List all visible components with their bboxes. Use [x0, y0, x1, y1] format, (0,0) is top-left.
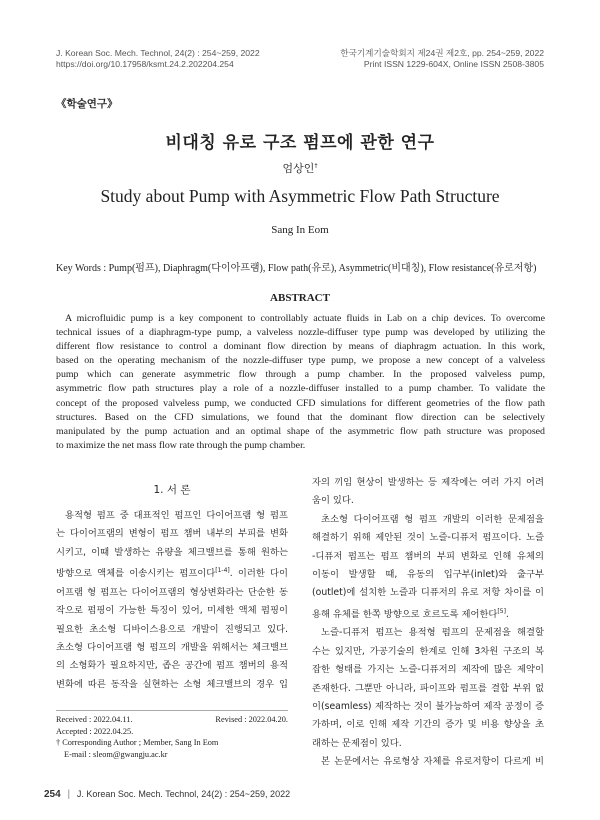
body-column-right: [312, 474, 544, 772]
citation: [1-4]: [215, 567, 230, 575]
text-line: 초소형 다이어프램 형 펌프 개발의 이러한 문제점을: [321, 513, 544, 525]
keywords-label: Key Words :: [56, 263, 109, 274]
author-name-korean: 엄상인: [282, 162, 315, 175]
text-line: different flow resistance to control a dominant flow direction by means of diaphragm actuation. In this work,: [56, 341, 545, 353]
text-line: structures. Based on the CFD simulations, we found that the dominant flow direction can be selectively: [56, 411, 545, 423]
title-english: Study about Pump with Asymmetric Flow Path Structure: [100, 186, 500, 206]
author-email[interactable]: E-mail : sleom@gwangju.ac.kr: [64, 749, 168, 759]
keywords: [56, 259, 556, 274]
text-line: 작으로 펌핑이 가능한 특징이 있어, 미세한 액체 펌핑이: [56, 605, 288, 617]
doi-link[interactable]: https://doi.org/10.17958/ksmt.24.2.202204.254: [56, 59, 234, 69]
text-line: 의 소형화가 필요하지만, 좁은 공간에 펌프 챔버의 용적: [56, 660, 288, 672]
text-line: 용적형 펌프 중 대표적인 펌프인 다이어프램 형 펌프: [65, 510, 288, 521]
text-line: 초소형 다이어프램 형 펌프의 개발을 위해서는 체크밸브: [56, 641, 288, 653]
text-line: 변화에 따른 동작을 실현하는 소형 체크밸브의 경우 입: [56, 678, 288, 690]
text-line: 어프램 형 펌프는 다이어프램의 형상변화라는 단순한 동: [56, 586, 288, 598]
text-line: based on the operating mechanism of the nozzle-diffuser type pump, we propose a new concept of a valveless: [56, 355, 545, 367]
body-column-left: [56, 507, 288, 694]
abstract-body: [56, 312, 545, 453]
text-line: 래하는 문제점이 있다.: [312, 737, 402, 749]
text-line: -디퓨저 펌프는 펌프 챔버의 부피 변화로 인해 유체의: [312, 550, 544, 562]
text-line: 이(seamless) 제작하는 것이 불가능하여 제작 공정이 증: [312, 700, 544, 712]
text-line: to maximize the net mass flow rate through the pump chamber.: [56, 439, 306, 451]
footer-separator: |: [67, 789, 71, 800]
text-line: 본 논문에서는 유로형상 자체를 유로저항이 다르게 비: [321, 756, 544, 768]
journal-volume-line: 한국기계기술학회지 제24권 제2호, pp. 254~259, 2022: [340, 48, 544, 58]
text-line: 노즐-디퓨저 펌프는 용적형 펌프의 문제점을 해결할: [321, 627, 544, 639]
text-line: 수는 있지만, 가공기술의 한계로 인해 3차원 구조의 복: [312, 645, 544, 657]
text-line: 해결하기 위해 제안된 것이 노즐-디퓨저 펌프이다. 노즐: [312, 532, 544, 544]
text-line: 잡한 형태를 가지는 노즐-디퓨저의 제작에 많은 제약이: [312, 664, 544, 676]
revised-date: Revised : 2022.04.20.: [215, 715, 288, 724]
article-category: 《학술연구》: [56, 98, 118, 110]
text-line: 움이 있다.: [312, 495, 354, 507]
text-line: pump which can generate asymmetric flow through a pump chamber. In the proposed valveless pump,: [56, 369, 545, 381]
page-number: 254: [44, 789, 61, 800]
text-line: technical issues of a diaphragm-type pump, a valveless nozzle-diffuser type pump was developed by utilizing the: [56, 327, 545, 339]
journal-info: [340, 48, 544, 70]
text-line: 가하며, 이로 인해 제작 기간의 증가 및 비용 향상을 초: [312, 719, 544, 731]
text-line: 이동이 발생할 때, 유동의 입구부(inlet)와 출구부: [312, 569, 544, 581]
text-line: 방향으로 액체를 이송시키는 펌프이다[1-4]. 이러한 다이: [56, 567, 288, 580]
text-line: 필요한 초소형 디바이스용으로 개발이 진행되고 있다.: [56, 623, 288, 635]
journal-citation-line: J. Korean Soc. Mech. Technol, 24(2) : 254~259, 2022: [56, 48, 260, 58]
issn-line: Print ISSN 1229-604X, Online ISSN 2508-3805: [363, 59, 544, 69]
text-line: A microfluidic pump is a key component to controllably actuate fluids in Lab on a chip devices. To overcome: [65, 313, 545, 324]
text-line: 자의 끼임 현상이 발생하는 등 제작에는 여러 가지 어려: [312, 477, 544, 488]
journal-citation: [56, 48, 260, 70]
text-line: 는 다이어프램의 변형이 펌프 챔버 내부의 부피를 변화: [56, 528, 288, 540]
text-line: 시키고, 이때 발생하는 유량을 체크밸브를 통해 원하는: [56, 546, 288, 558]
footnote-divider: [56, 710, 288, 711]
text-line: asymmetric flow path structures play a role of a nozzle-diffuser installed to a pump chamber. To validate the: [56, 383, 545, 395]
text-line: concept of the proposed valveless pump, we conducted CFD simulations for different geometries of the flow path: [56, 397, 545, 409]
footnote: [56, 714, 288, 760]
corresponding-mark: †: [314, 162, 318, 170]
keywords-text: Pump(펌프), Diaphragm(다이아프램), Flow path(유로), Asymmetric(비대칭), Flow resistance(유로저항): [108, 263, 537, 274]
footer-journal: J. Korean Soc. Mech. Technol, 24(2) : 254~259, 2022: [76, 789, 291, 799]
title-korean: 비대칭 유로 구조 펌프에 관한 연구: [165, 133, 435, 153]
text-line: manipulated by the pump actuation and an optimal shape of the asymmetric flow path structure was proposed: [56, 425, 545, 437]
abstract-heading: ABSTRACT: [270, 292, 330, 304]
text-line: 용해 유체를 한쪽 방향으로 흐르도록 제어한다[5].: [312, 607, 509, 620]
footnote-dates: [56, 714, 288, 726]
received-date: Received : 2022.04.11.: [56, 715, 133, 724]
author-english: Sang In Eom: [271, 224, 329, 236]
accepted-date: Accepted : 2022.04.25.: [56, 726, 134, 736]
section-heading-introduction: 1. 서 론: [153, 484, 191, 496]
text-line: 존재한다. 그뿐만 아니라, 파이프와 펌프를 결합 부위 없: [312, 682, 544, 694]
page-footer: [44, 789, 290, 800]
author-korean: [0, 160, 600, 176]
text-line: (outlet)에 설치한 노즐과 디퓨저의 유로 저항 차이를 이: [312, 587, 544, 599]
citation: [5]: [497, 607, 506, 615]
corresponding-author: † Corresponding Author ; Member, Sang In Eom: [56, 738, 219, 748]
